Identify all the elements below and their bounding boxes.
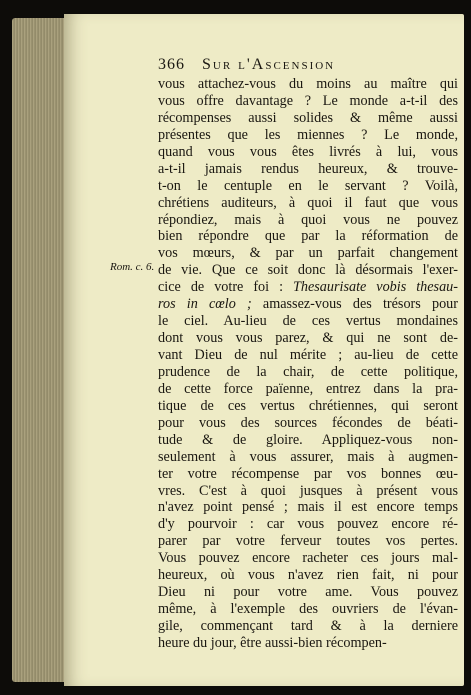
text-line: dont vous vous parez, & qui ne sont de- — [158, 330, 458, 347]
text-line: ter votre récompense par vos bonnes œu- — [158, 465, 458, 482]
text-line: de vie. Que ce soit donc là désormais l'exer- — [158, 262, 458, 279]
latin-quotation: ros in cœlo ; — [158, 296, 252, 313]
text-line: heure du jour, être aussi-bien récompen- — [158, 634, 387, 651]
text-line: vres. C'est à quoi jusques à présent vous — [158, 482, 458, 499]
text-line: tique de ces vertus chrétiennes, qui seront — [158, 397, 458, 414]
text-segment: amassez-vous des trésors pour — [251, 296, 458, 313]
text-line: prudence de la chair, de cette politique, — [158, 363, 458, 380]
text-line — [158, 296, 458, 313]
text-line: même, à l'exemple des ouvriers de l'évan- — [158, 601, 458, 618]
text-line: Dieu ni pour votre ame. Vous pouvez — [158, 584, 458, 601]
text-line: t-on le centuple en le servant ? Voilà, — [158, 177, 458, 194]
text-line: présentes que les miennes ? Le monde, — [158, 126, 458, 143]
text-line: Vous pouvez encore racheter ces jours mal- — [158, 550, 458, 567]
text-line: tude & de gloire. Appliquez-vous non- — [158, 431, 458, 448]
text-line: d'y pourvoir : car vous pouvez encore ré- — [158, 516, 458, 533]
text-line: vous attachez-vous du moins au maître qui — [158, 76, 458, 92]
text-line: vous offre davantage ? Le monde a-t-il des — [158, 92, 458, 109]
text-line: pour vous des sources fécondes de béati- — [158, 414, 458, 431]
text-line: gile, commençant tard & à la derniere — [158, 618, 458, 634]
text-segment: cice de votre foi : — [158, 279, 293, 296]
text-line: n'avez point pensé ; mais il est encore temps — [158, 499, 458, 516]
text-line: vant Dieu de nul mérite ; au-lieu de cette — [158, 347, 458, 363]
text-line: seulement à vous assurer, mais à augmen- — [158, 448, 458, 465]
text-line: répondiez, mais à quoi vous ne pouvez — [158, 211, 458, 228]
text-line: récompenses aussi solides & même aussi — [158, 109, 458, 126]
page-number: 366 — [158, 56, 185, 73]
latin-quotation: Thesaurisate vobis thesau- — [293, 279, 458, 296]
text-line: de cette force païenne, entrez dans la pra- — [158, 380, 458, 397]
text-line: vos mœurs, & par un parfait changement — [158, 245, 458, 262]
body-text — [158, 76, 458, 652]
text-line: chrétiens auditeurs, à quoi il faut que vous — [158, 194, 458, 211]
text-line: quand vous vous êtes livrés à lui, vous — [158, 143, 458, 160]
text-line: parer par votre ferveur toutes vos pertes. — [158, 533, 458, 550]
text-line: le ciel. Au-lieu de ces vertus mondaines — [158, 313, 458, 330]
text-line — [158, 279, 458, 296]
running-title: Sur l'Ascension — [202, 56, 336, 73]
text-line: a-t-il jamais rendus heureux, & trouve- — [158, 160, 458, 177]
margin-reference: Rom. c. 6. — [110, 261, 155, 273]
text-line: bien répondre que par la réformation de — [158, 228, 458, 245]
text-line: heureux, où vous n'avez rien fait, ni pour — [158, 567, 458, 584]
page-header — [158, 56, 458, 74]
